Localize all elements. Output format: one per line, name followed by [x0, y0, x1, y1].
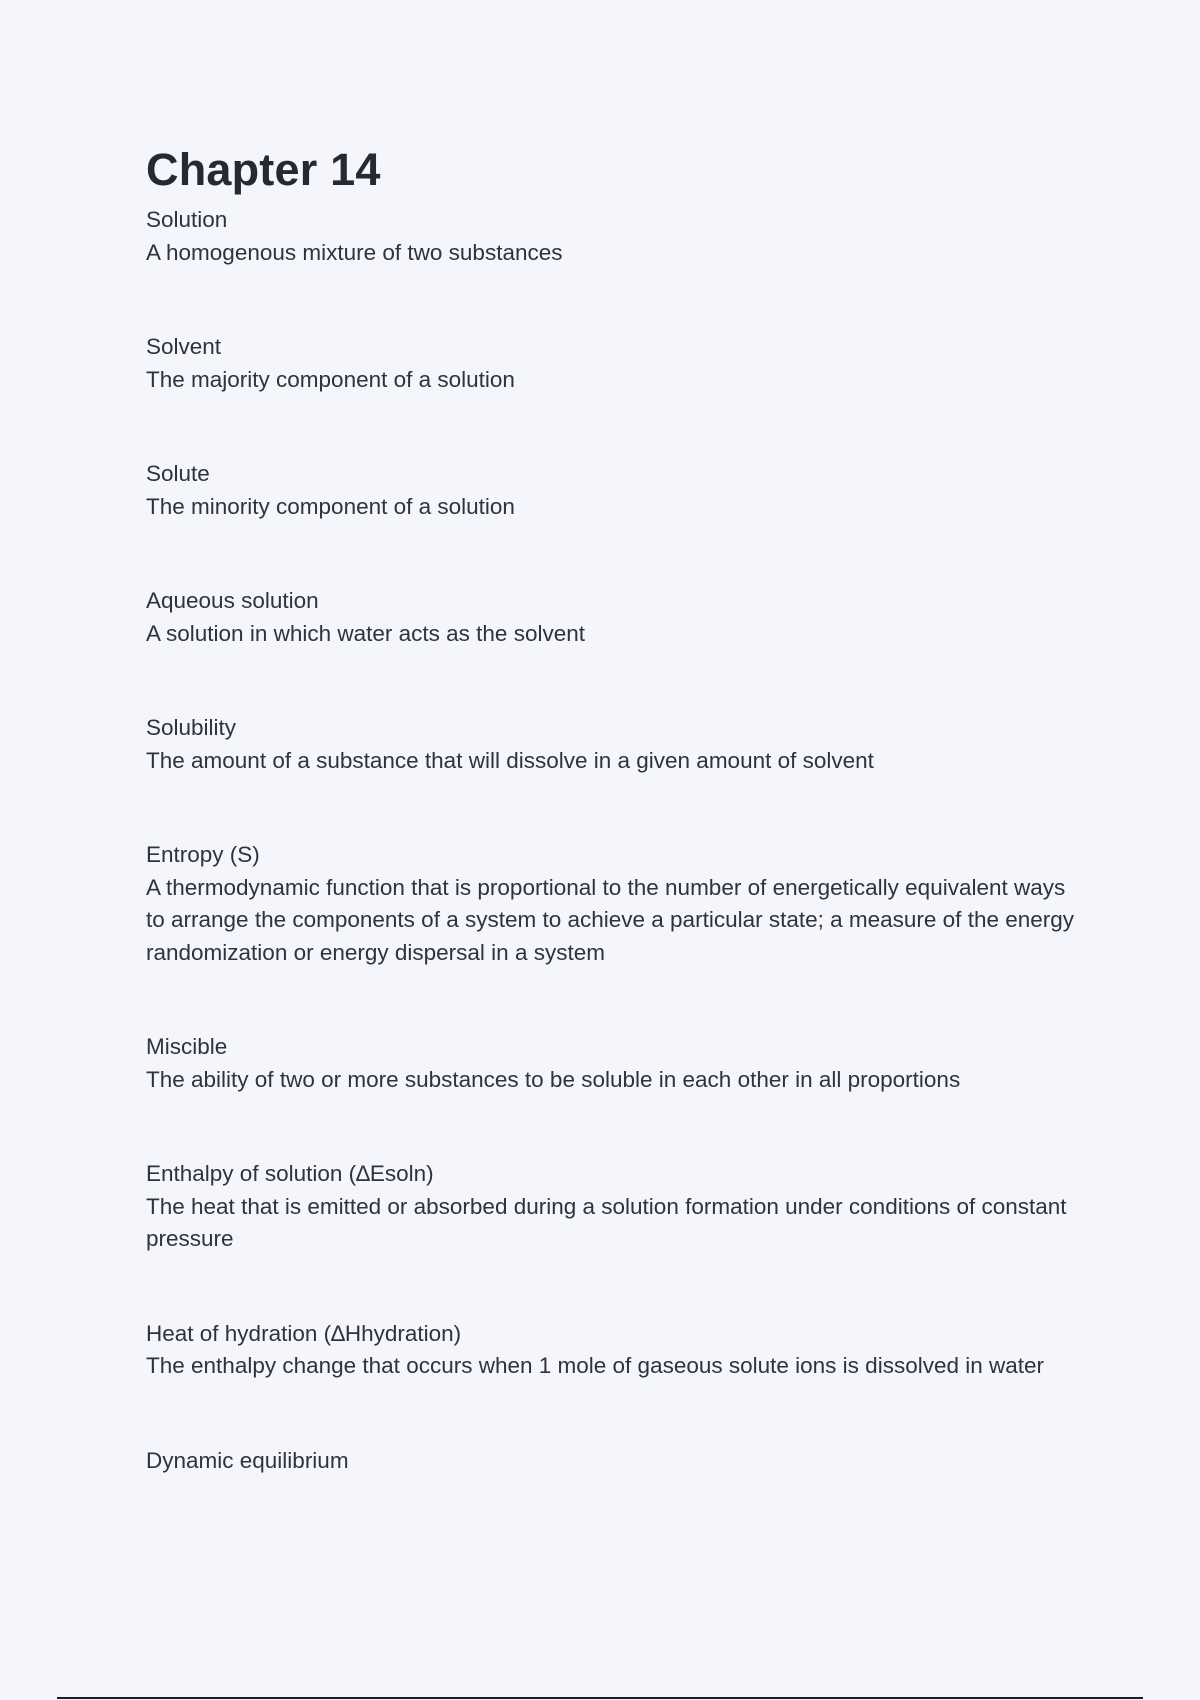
entry-term: Miscible: [146, 1034, 228, 1059]
entry-definition: The ability of two or more substances to be soluble in each other in all proportions: [146, 1066, 961, 1092]
glossary-entry: [146, 1318, 1086, 1383]
glossary-entry: [146, 585, 1086, 650]
glossary-entry: [146, 839, 1086, 969]
glossary-entry: [146, 204, 1086, 269]
glossary-entry: [146, 1158, 1086, 1256]
entry-term: Enthalpy of solution (∆Esoln): [146, 1161, 434, 1186]
entry-term: Solute: [146, 461, 210, 486]
entry-definition: The minority component of a solution: [146, 493, 515, 519]
page-bottom-rule: [57, 1697, 1143, 1699]
glossary-entry: [146, 458, 1086, 523]
chapter-title: Chapter 14: [146, 144, 381, 195]
entry-definition: The amount of a substance that will dissolve in a given amount of solvent: [146, 747, 874, 773]
entry-definition: A homogenous mixture of two substances: [146, 239, 563, 265]
entry-definition: The enthalpy change that occurs when 1 mole of gaseous solute ions is dissolved in water: [146, 1353, 1045, 1378]
entry-term: Solubility: [146, 715, 237, 740]
entry-term: Heat of hydration (∆Hhydration): [146, 1320, 462, 1346]
glossary-entry: [146, 712, 1086, 777]
entry-term: Dynamic equilibrium: [146, 1447, 349, 1473]
glossary-entry: [146, 1445, 1086, 1478]
glossary-entry: [146, 1031, 1086, 1096]
entry-term: Solution: [146, 207, 228, 232]
entry-definition: The heat that is emitted or absorbed during a solution formation under conditions of constant pressure: [146, 1193, 1067, 1251]
entry-term: Aqueous solution: [146, 588, 319, 613]
entry-definition: The majority component of a solution: [146, 366, 515, 392]
entry-definition: A thermodynamic function that is proportional to the number of energetically equivalent ways to arrange the components of a system to achieve a particular state; a measure of the energy randomization or energy dispersal in a system: [146, 874, 1075, 965]
glossary-entry: [146, 331, 1086, 396]
entry-term: Entropy (S): [146, 842, 260, 867]
page-content: [146, 142, 1086, 1477]
entry-term: Solvent: [146, 334, 222, 359]
entry-definition: A solution in which water acts as the solvent: [146, 620, 585, 646]
